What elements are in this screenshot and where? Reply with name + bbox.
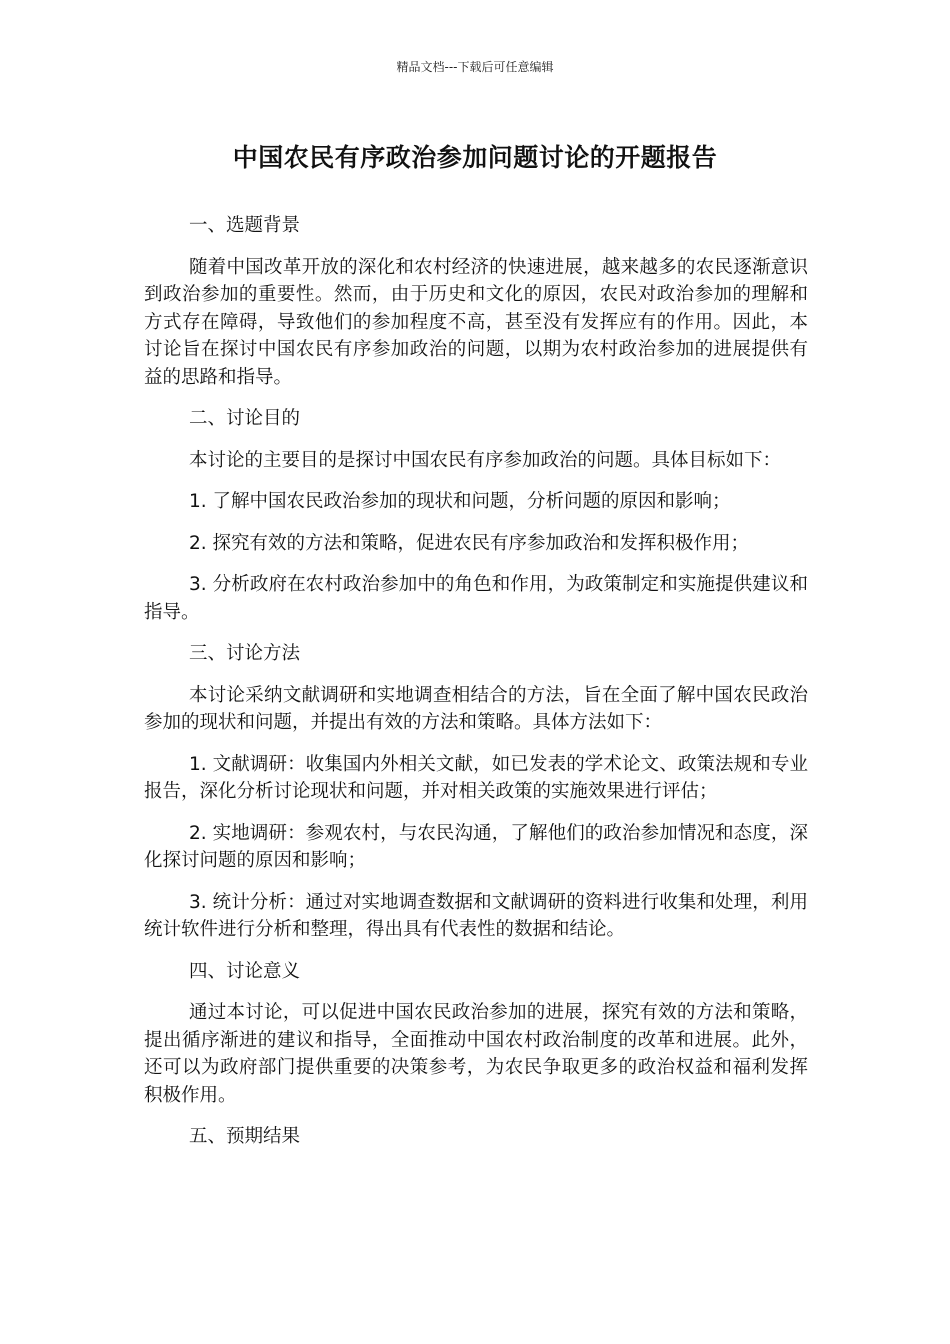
header-note: 精品文档---下载后可任意编辑 [396, 60, 554, 74]
list-item-purpose-2: 2. 探究有效的方法和策略，促进农民有序参加政治和发挥积极作用； [189, 532, 750, 554]
paragraph-method-intro: 本讨论采纳文献调研和实地调查相结合的方法，旨在全面了解中国农民政治参加的现状和问题，并提出有效的方法和策略。具体方法如下： [144, 684, 808, 733]
section-heading-purpose: 二、讨论目的 [189, 408, 301, 429]
section-heading-expected-results: 五、预期结果 [189, 1126, 301, 1147]
paragraph-significance: 通过本讨论，可以促进中国农民政治参加的进展，探究有效的方法和策略，提出循序渐进的建议和指导，全面推动中国农村政治制度的改革和进展。此外，还可以为政府部门提供重要的决策参考，为农民争取更多的政治权益和福利发挥积极作用。 [144, 1002, 808, 1106]
paragraph-background: 随着中国改革开放的深化和农村经济的快速进展，越来越多的农民逐渐意识到政治参加的重要性。然而，由于历史和文化的原因，农民对政治参加的理解和方式存在障碍，导致他们的参加程度不高，甚至没有发挥应有的作用。因此，本讨论旨在探讨中国农民有序参加政治的问题，以期为农村政治参加的进展提供有益的思路和指导。 [144, 256, 808, 388]
section-heading-background: 一、选题背景 [189, 215, 301, 236]
list-item-method-1: 1. 文献调研：收集国内外相关文献，如已发表的学术论文、政策法规和专业报告，深化分析讨论现状和问题，并对相关政策的实施效果进行评估； [144, 753, 808, 802]
section-heading-method: 三、讨论方法 [189, 643, 301, 664]
page-title: 中国农民有序政治参加问题讨论的开题报告 [232, 143, 718, 172]
list-item-method-3: 3. 统计分析：通过对实地调查数据和文献调研的资料进行收集和处理，利用统计软件进行分析和整理，得出具有代表性的数据和结论。 [144, 891, 808, 940]
section-heading-significance: 四、讨论意义 [189, 960, 301, 982]
list-item-purpose-1: 1. 了解中国农民政治参加的现状和问题，分析问题的原因和影响； [189, 491, 731, 512]
document-body [144, 212, 808, 1165]
list-item-purpose-3: 3. 分析政府在农村政治参加中的角色和作用，为政策制定和实施提供建议和指导。 [144, 574, 808, 623]
paragraph-purpose-intro: 本讨论的主要目的是探讨中国农民有序参加政治的问题。具体目标如下： [189, 449, 782, 471]
list-item-method-2: 2. 实地调研：参观农村，与农民沟通，了解他们的政治参加情况和态度，深化探讨问题的原因和影响； [144, 822, 808, 871]
